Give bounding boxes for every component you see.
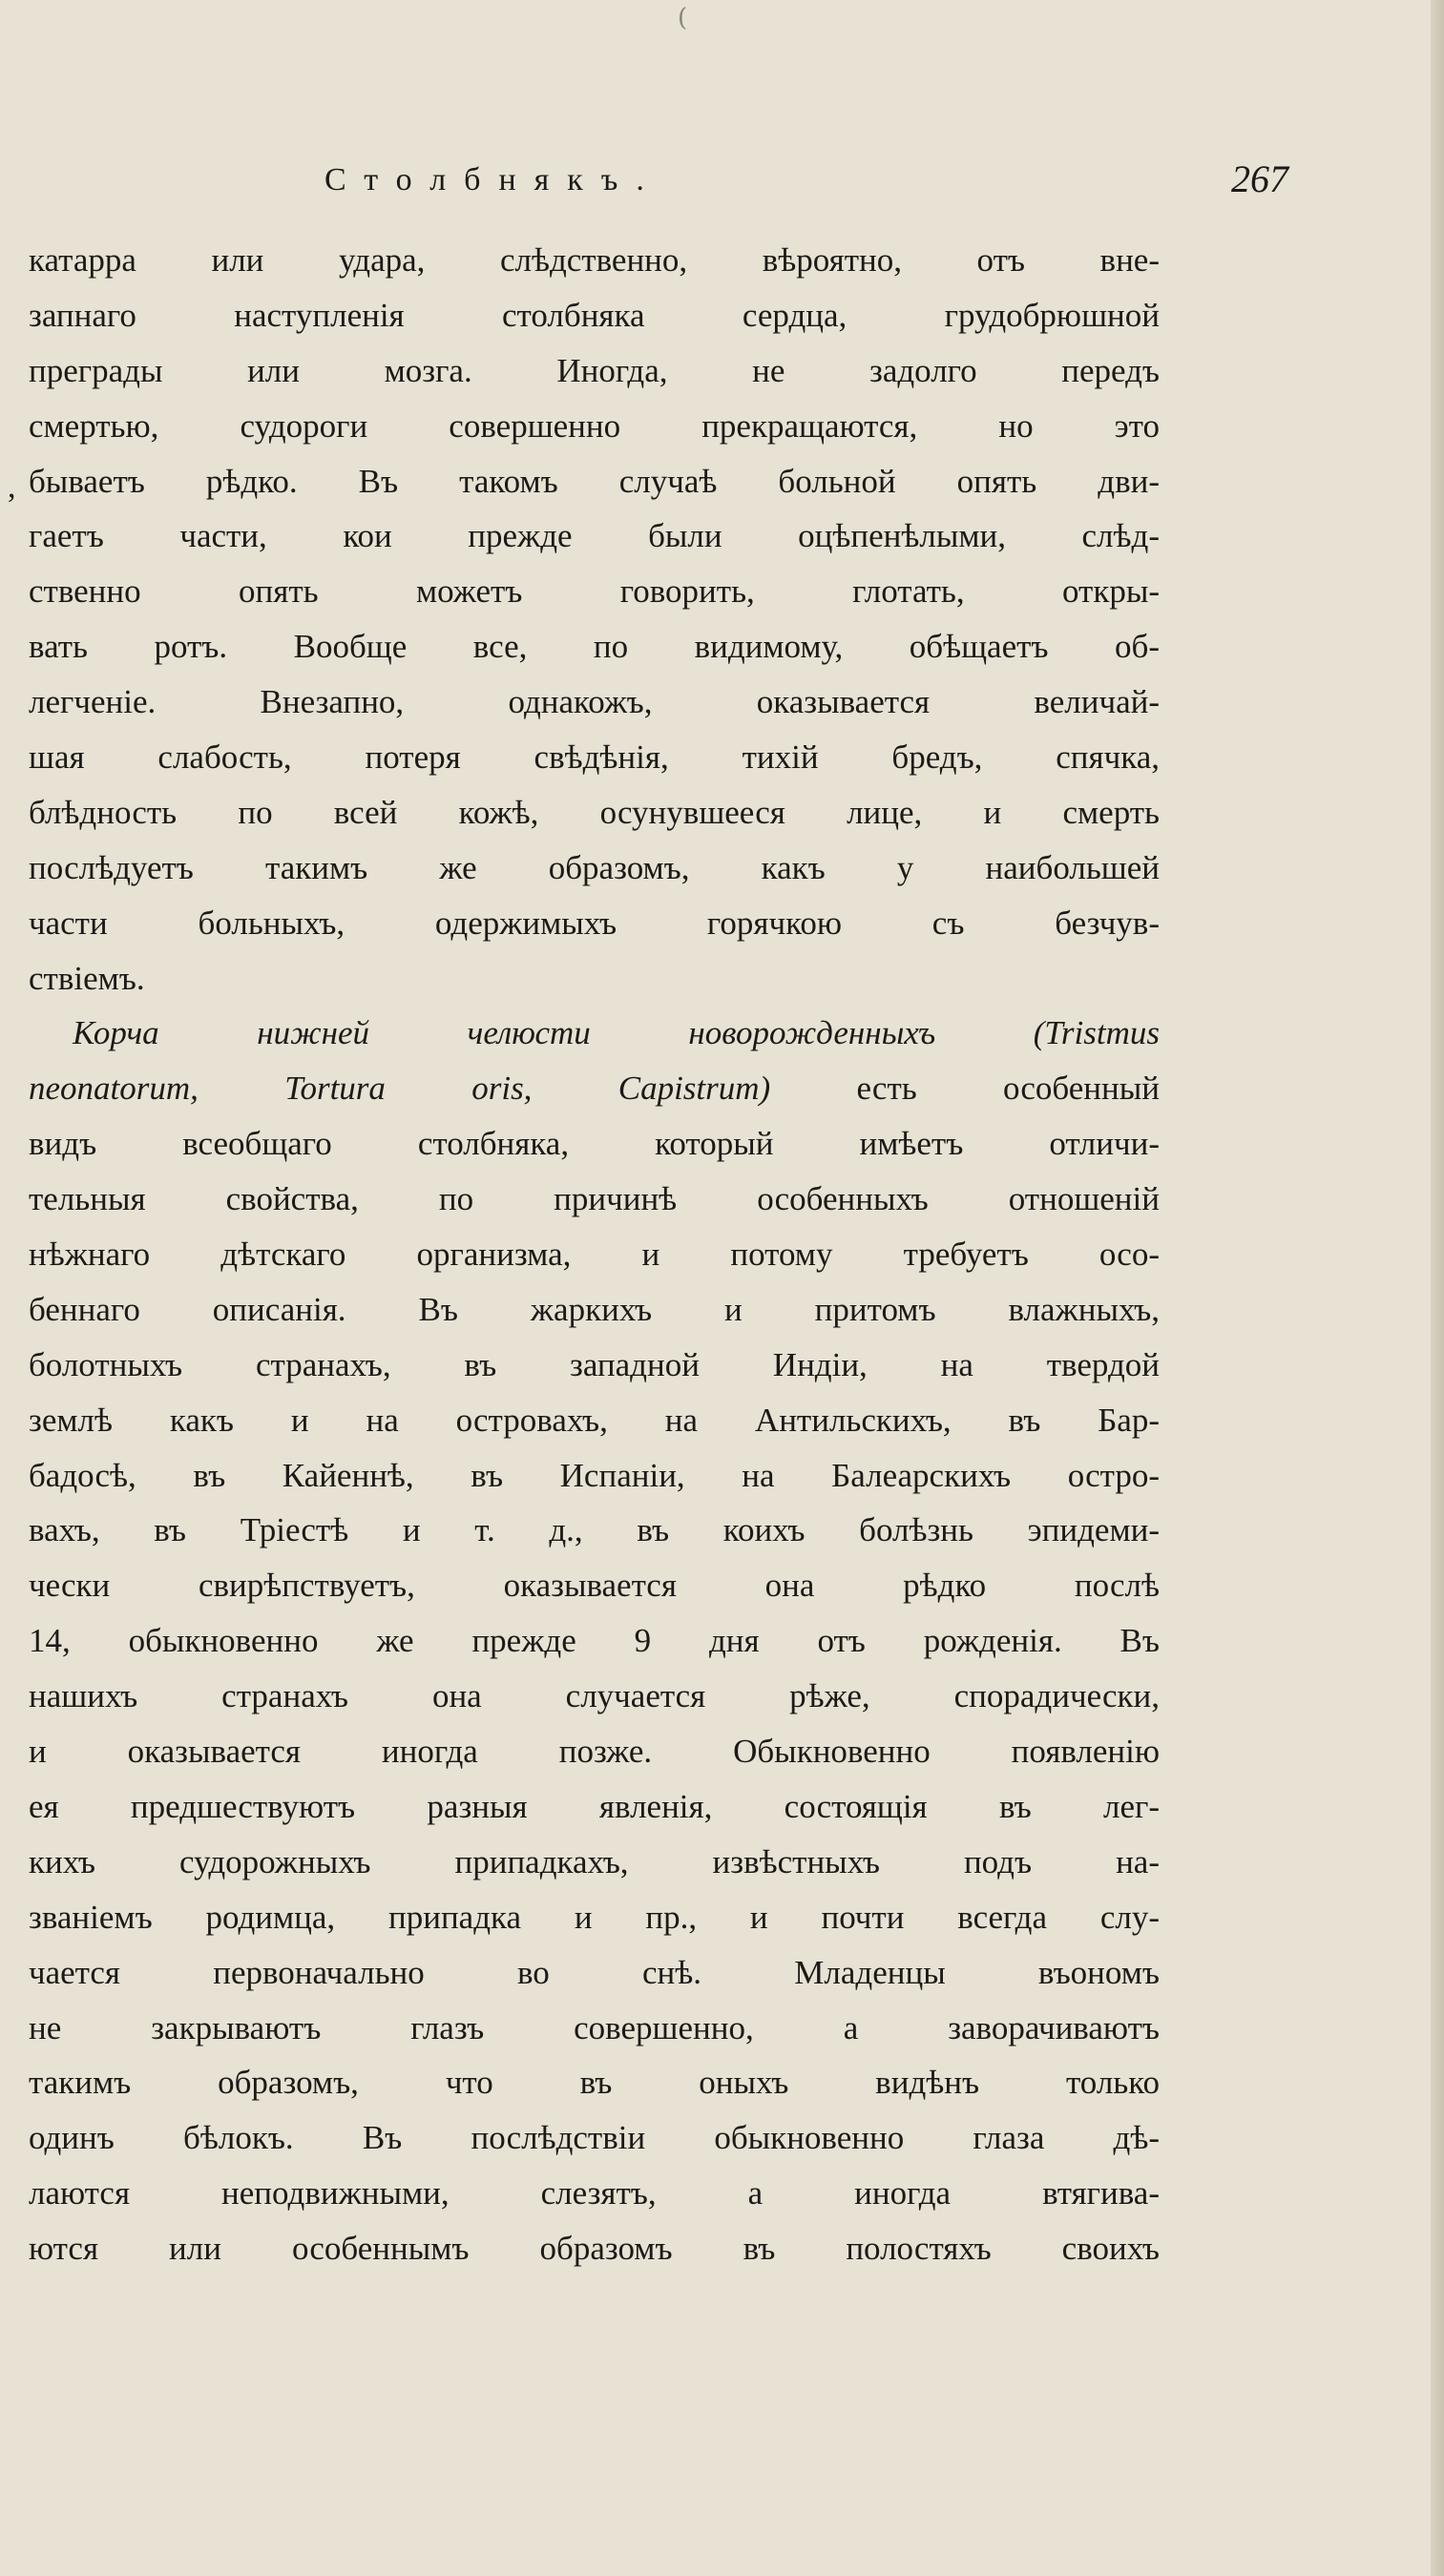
- top-mark: (: [678, 4, 688, 32]
- paragraph-1: [29, 233, 1160, 1006]
- text-line: болотныхъ странахъ, въ западной Индіи, на твердой: [29, 1345, 1160, 1383]
- text-line: кихъ судорожныхъ припадкахъ, извѣстныхъ подъ на-: [29, 1842, 1160, 1880]
- latin-term: (Tristmus: [1033, 1014, 1160, 1052]
- text-line: нѣжнаго дѣтскаго организма, и потому требуетъ осо-: [29, 1236, 1160, 1274]
- page-number: 267: [1231, 157, 1288, 200]
- text-line: тельныя свойства, по причинѣ особенныхъ отношеній: [29, 1180, 1160, 1218]
- body-text: [29, 233, 1160, 2276]
- text-line: блѣдность по всей кожѣ, осунувшееся лице, и смерть: [29, 793, 1160, 831]
- text-line: вать ротъ. Вообще все, по видимому, обѣщаетъ об-: [29, 628, 1160, 666]
- text-line: не закрываютъ глазъ совершенно, а заворачиваютъ: [29, 2008, 1160, 2046]
- text-line: ствіемъ.: [29, 959, 145, 997]
- text-line: одинъ бѣлокъ. Въ послѣдствіи обыкновенно глаза дѣ-: [29, 2119, 1160, 2157]
- text-line: катарра или удара, слѣдственно, вѣроятно, отъ вне-: [29, 241, 1160, 279]
- text-line: такимъ образомъ, что въ оныхъ видѣнъ только: [29, 2064, 1160, 2102]
- text-line: смертью, судороги совершенно прекращаются, но это: [29, 406, 1160, 445]
- running-title: Столбнякъ.: [324, 162, 662, 197]
- text-line: запнаго наступленія столбняка сердца, грудобрюшной: [29, 296, 1160, 334]
- text-fragment: есть особенный: [856, 1070, 1160, 1108]
- text-line: чается первоначально во снѣ. Младенцы въономъ: [29, 1953, 1160, 1991]
- text-line: преграды или мозга. Иногда, не задолго передъ: [29, 351, 1160, 389]
- text-line: шая слабость, потеря свѣдѣнія, тихій бредъ, спячка,: [29, 738, 1160, 777]
- page-edge: [1431, 0, 1444, 2576]
- margin-mark: ,: [8, 469, 16, 505]
- text-line: гаетъ части, кои прежде были оцѣпенѣлыми, слѣд-: [29, 517, 1160, 555]
- text-line: и оказывается иногда позже. Обыкновенно появленію: [29, 1733, 1160, 1771]
- italic-term: Корча нижней челюсти новорожденныхъ: [73, 1014, 936, 1052]
- text-line: [29, 1006, 1160, 1061]
- latin-term: Tortura oris,: [284, 1070, 533, 1108]
- text-line: послѣдуетъ такимъ же образомъ, какъ у наибольшей: [29, 848, 1160, 886]
- text-line: ются или особеннымъ образомъ въ полостяхъ своихъ: [29, 2230, 1160, 2268]
- text-line: части больныхъ, одержимыхъ горячкою съ безчув-: [29, 904, 1160, 942]
- text-line: лаются неподвижными, слезятъ, а иногда втягива-: [29, 2174, 1160, 2212]
- text-line: 14, обыкновенно же прежде 9 дня отъ рожденія. Въ: [29, 1622, 1160, 1660]
- paragraph-2: [29, 1006, 1160, 2275]
- text-line: вахъ, въ Тріестѣ и т. д., въ коихъ болѣзнь эпидеми-: [29, 1511, 1160, 1549]
- text-line: ственно опять можетъ говорить, глотать, откры-: [29, 572, 1160, 611]
- latin-term: Capistrum): [617, 1070, 771, 1108]
- text-line: ея предшествуютъ разныя явленія, состоящія въ лег-: [29, 1787, 1160, 1825]
- text-line: бадосѣ, въ Кайеннѣ, въ Испаніи, на Балеарскихъ остро-: [29, 1456, 1160, 1494]
- text-line: нашихъ странахъ она случается рѣже, спорадически,: [29, 1677, 1160, 1715]
- latin-term: neonatorum,: [29, 1070, 199, 1108]
- text-line: [29, 1061, 1160, 1116]
- text-line: видъ всеобщаго столбняка, который имѣетъ отличи-: [29, 1125, 1160, 1163]
- text-line: чески свирѣпствуетъ, оказывается она рѣдко послѣ: [29, 1567, 1160, 1605]
- text-line: званіемъ родимца, припадка и пр., и почти всегда слу-: [29, 1898, 1160, 1936]
- text-line: легченіе. Внезапно, однакожъ, оказывается величай-: [29, 683, 1160, 721]
- text-line: бываетъ рѣдко. Въ такомъ случаѣ больной опять дви-: [29, 462, 1160, 500]
- page-header: [324, 156, 1288, 214]
- text-line: беннаго описанія. Въ жаркихъ и притомъ влажныхъ,: [29, 1290, 1160, 1328]
- text-line: землѣ какъ и на островахъ, на Антильскихъ, въ Бар-: [29, 1401, 1160, 1439]
